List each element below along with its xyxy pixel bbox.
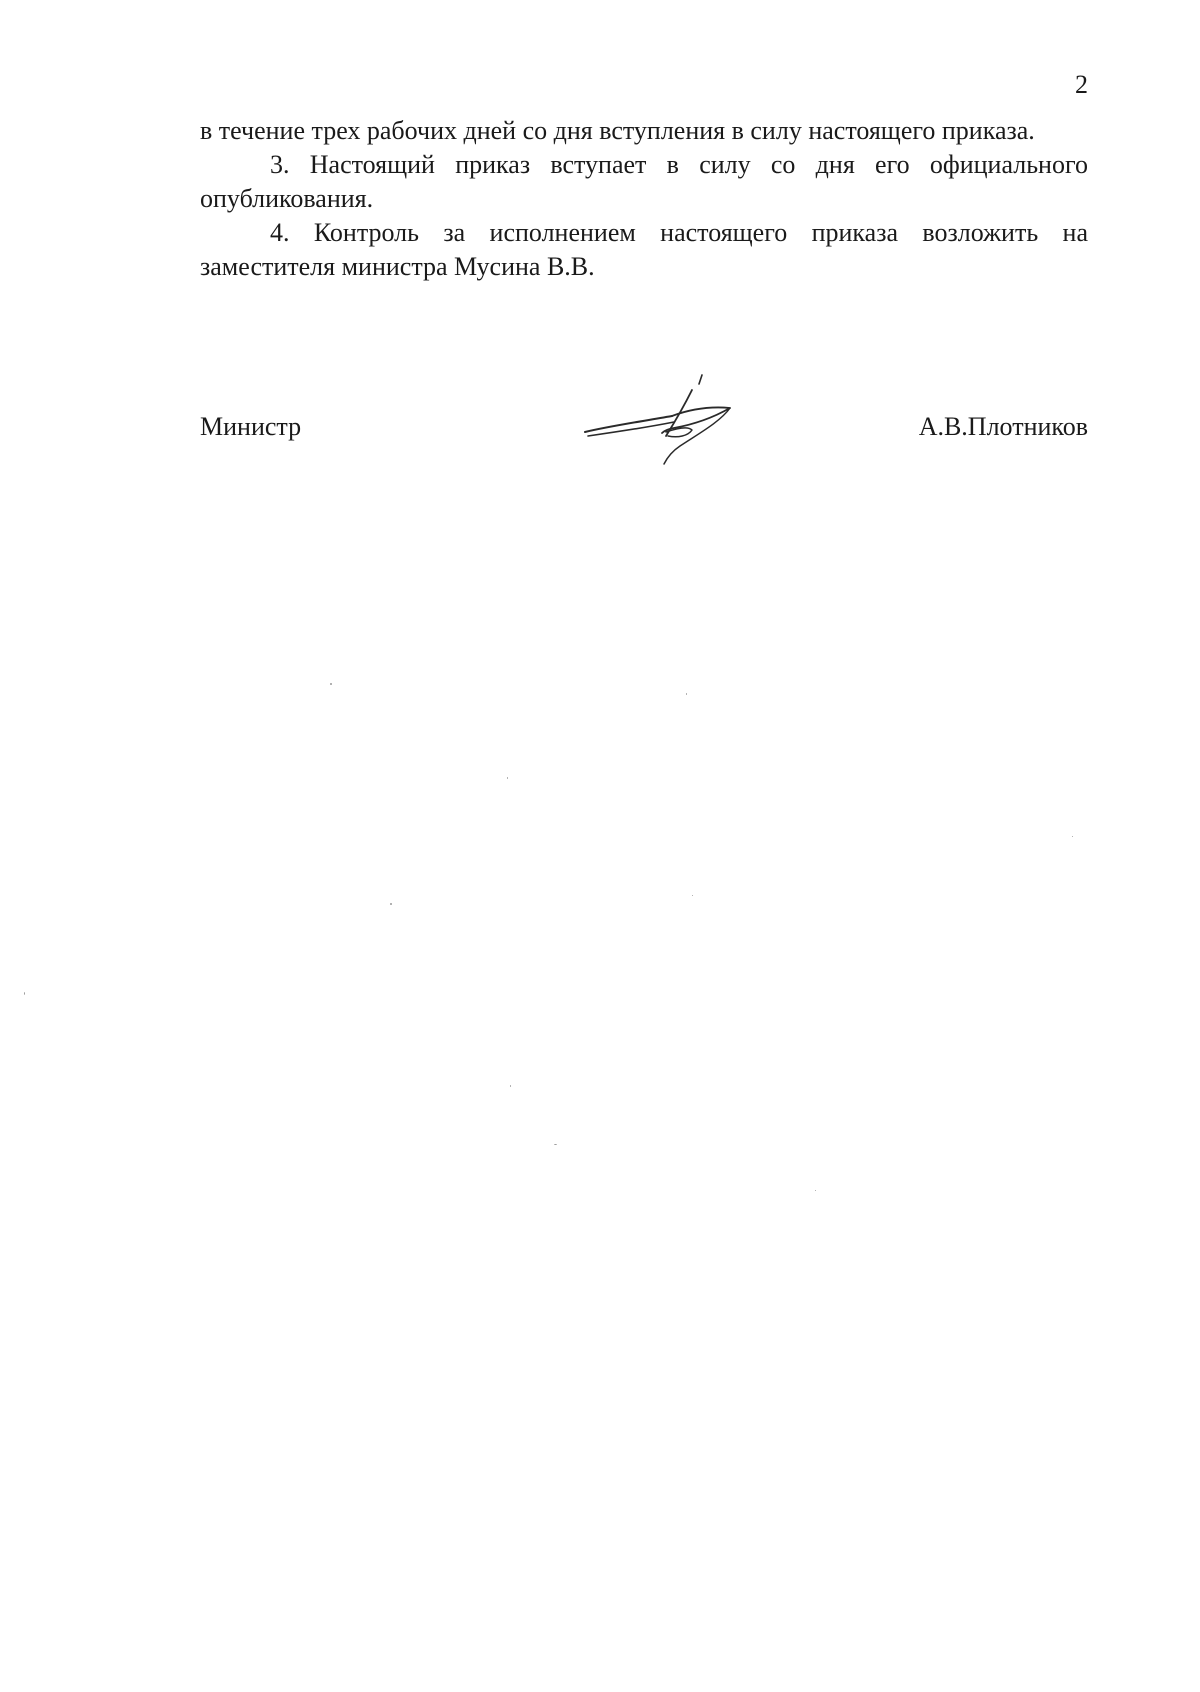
signatory-position: Министр <box>200 412 302 441</box>
scan-speck <box>815 1190 816 1191</box>
paragraph-continuation: в течение трех рабочих дней со дня вступления в силу настоящего приказа. <box>200 116 1035 145</box>
signatory-name: А.В.Плотников <box>918 412 1088 441</box>
scan-speck <box>510 1085 511 1087</box>
scan-speck <box>330 683 332 685</box>
scan-speck <box>24 992 25 995</box>
document-body <box>200 114 1088 284</box>
paragraph-item-4: 4. Контроль за исполнением настоящего приказа возложить на заместителя министра Мусина В.В. <box>200 218 1088 281</box>
scan-speck <box>686 693 687 695</box>
handwritten-signature <box>580 370 740 470</box>
paragraph-item-3: 3. Настоящий приказ вступает в силу со дня его официального опубликования. <box>200 150 1088 213</box>
scan-speck <box>692 895 693 896</box>
scan-speck <box>554 1144 557 1145</box>
scan-speck <box>1072 836 1073 837</box>
scan-speck <box>507 777 508 779</box>
scan-speck <box>390 903 392 905</box>
page-number: 2 <box>1075 70 1088 99</box>
